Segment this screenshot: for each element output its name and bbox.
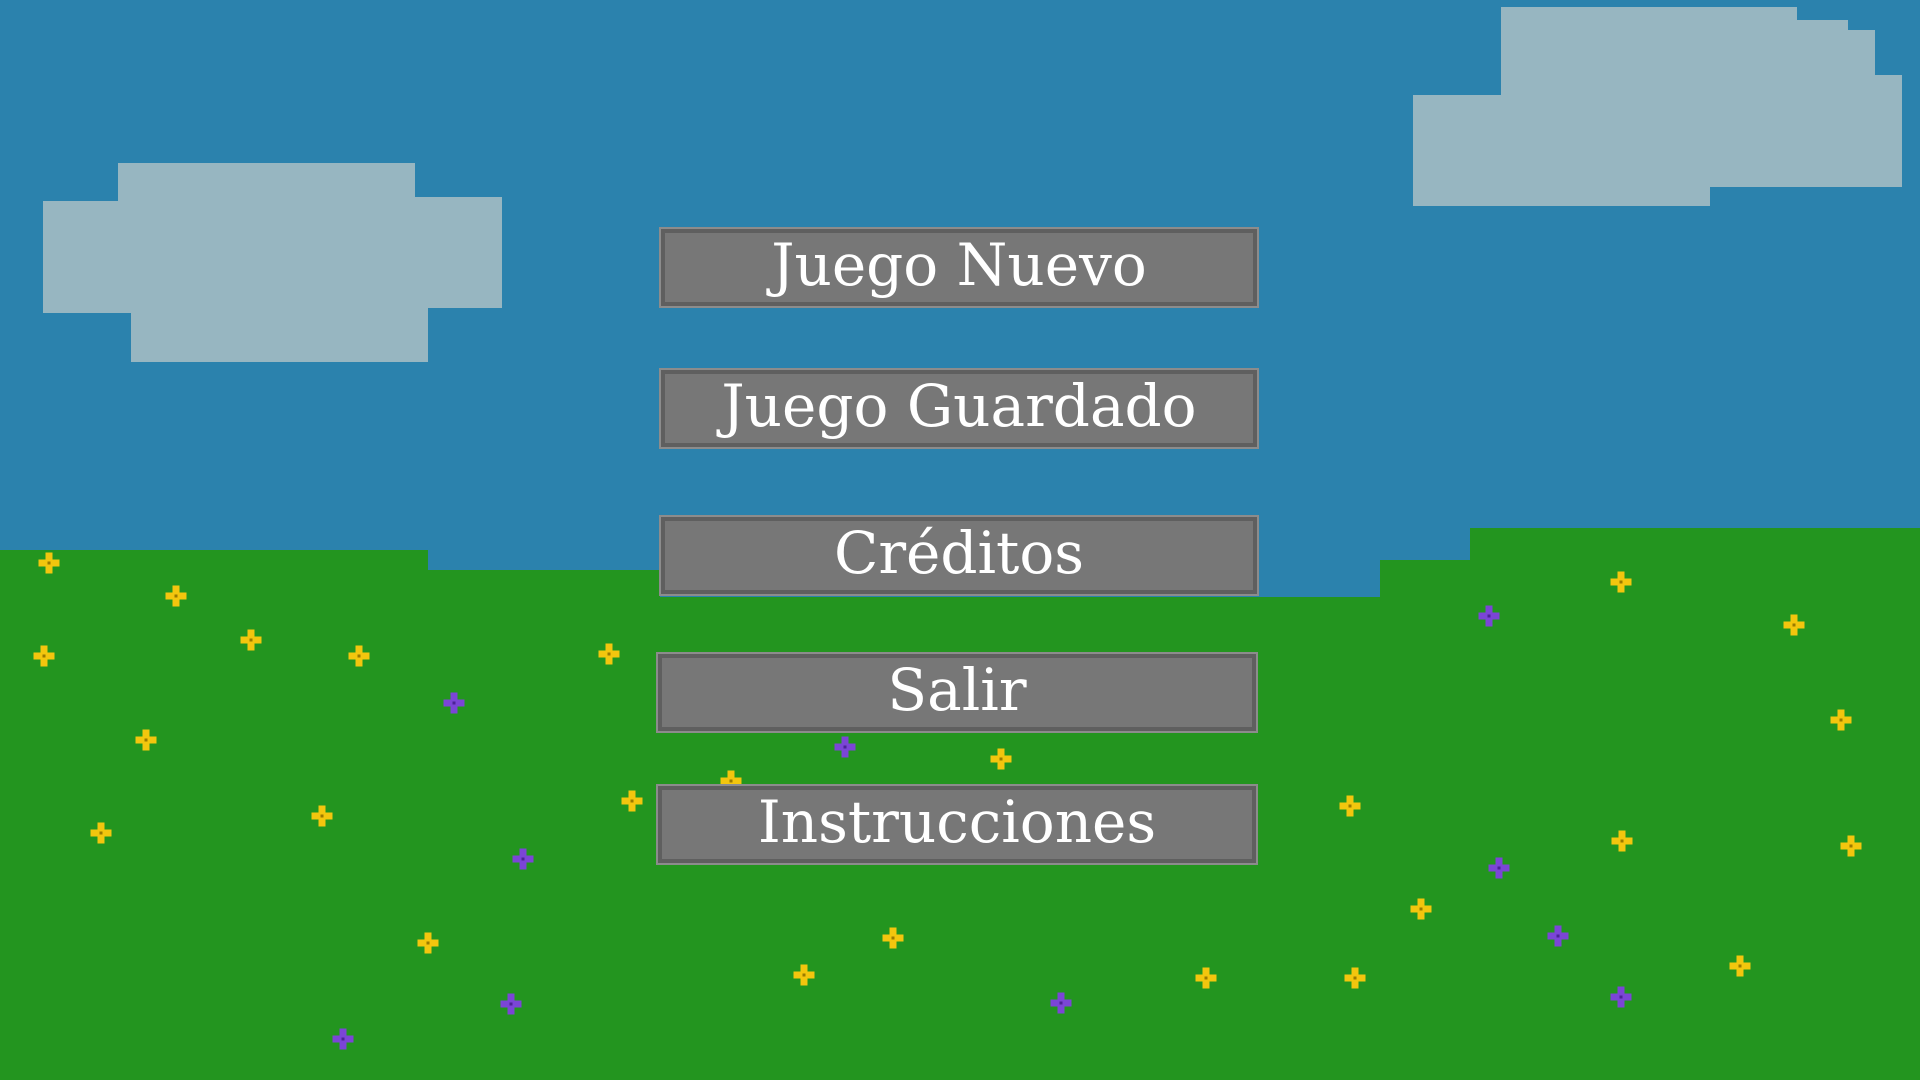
flower-center	[1349, 805, 1352, 808]
flower-center	[427, 942, 430, 945]
flower-center	[1793, 624, 1796, 627]
flower-center	[1060, 1002, 1063, 1005]
flower-center	[631, 800, 634, 803]
instructions-button[interactable]	[658, 786, 1256, 863]
flower-center	[1850, 845, 1853, 848]
new-game-button[interactable]	[661, 229, 1257, 306]
instructions-label: Instrucciones	[757, 787, 1157, 856]
saved-game-button[interactable]	[661, 370, 1257, 447]
saved-game-label: Juego Guardado	[721, 371, 1197, 440]
flower-center	[892, 937, 895, 940]
flower-center	[1739, 965, 1742, 968]
flower-center	[48, 562, 51, 565]
credits-button[interactable]	[661, 517, 1257, 594]
flower-center	[145, 739, 148, 742]
flower-center	[803, 974, 806, 977]
flower-center	[510, 1003, 513, 1006]
flower-center	[1488, 615, 1491, 618]
flower-center	[730, 780, 733, 783]
flower-center	[1498, 867, 1501, 870]
flower-center	[1354, 977, 1357, 980]
flower-center	[522, 858, 525, 861]
flower-center	[1420, 908, 1423, 911]
exit-label: Salir	[887, 655, 1027, 724]
flower-center	[1621, 840, 1624, 843]
flower-center	[358, 655, 361, 658]
exit-button[interactable]	[658, 654, 1256, 731]
flower-center	[43, 655, 46, 658]
flower-center	[1557, 935, 1560, 938]
flower-center	[1840, 719, 1843, 722]
credits-label: Créditos	[833, 518, 1085, 587]
flower-center	[321, 815, 324, 818]
flower-center	[1000, 758, 1003, 761]
flower-center	[844, 746, 847, 749]
flower-center	[250, 639, 253, 642]
flower-center	[453, 702, 456, 705]
flower-center	[175, 595, 178, 598]
flower-center	[342, 1038, 345, 1041]
flower-center	[1205, 977, 1208, 980]
flower-center	[100, 832, 103, 835]
flower-center	[1620, 996, 1623, 999]
flower-center	[608, 653, 611, 656]
new-game-label: Juego Nuevo	[771, 230, 1147, 299]
flower-center	[1620, 581, 1623, 584]
